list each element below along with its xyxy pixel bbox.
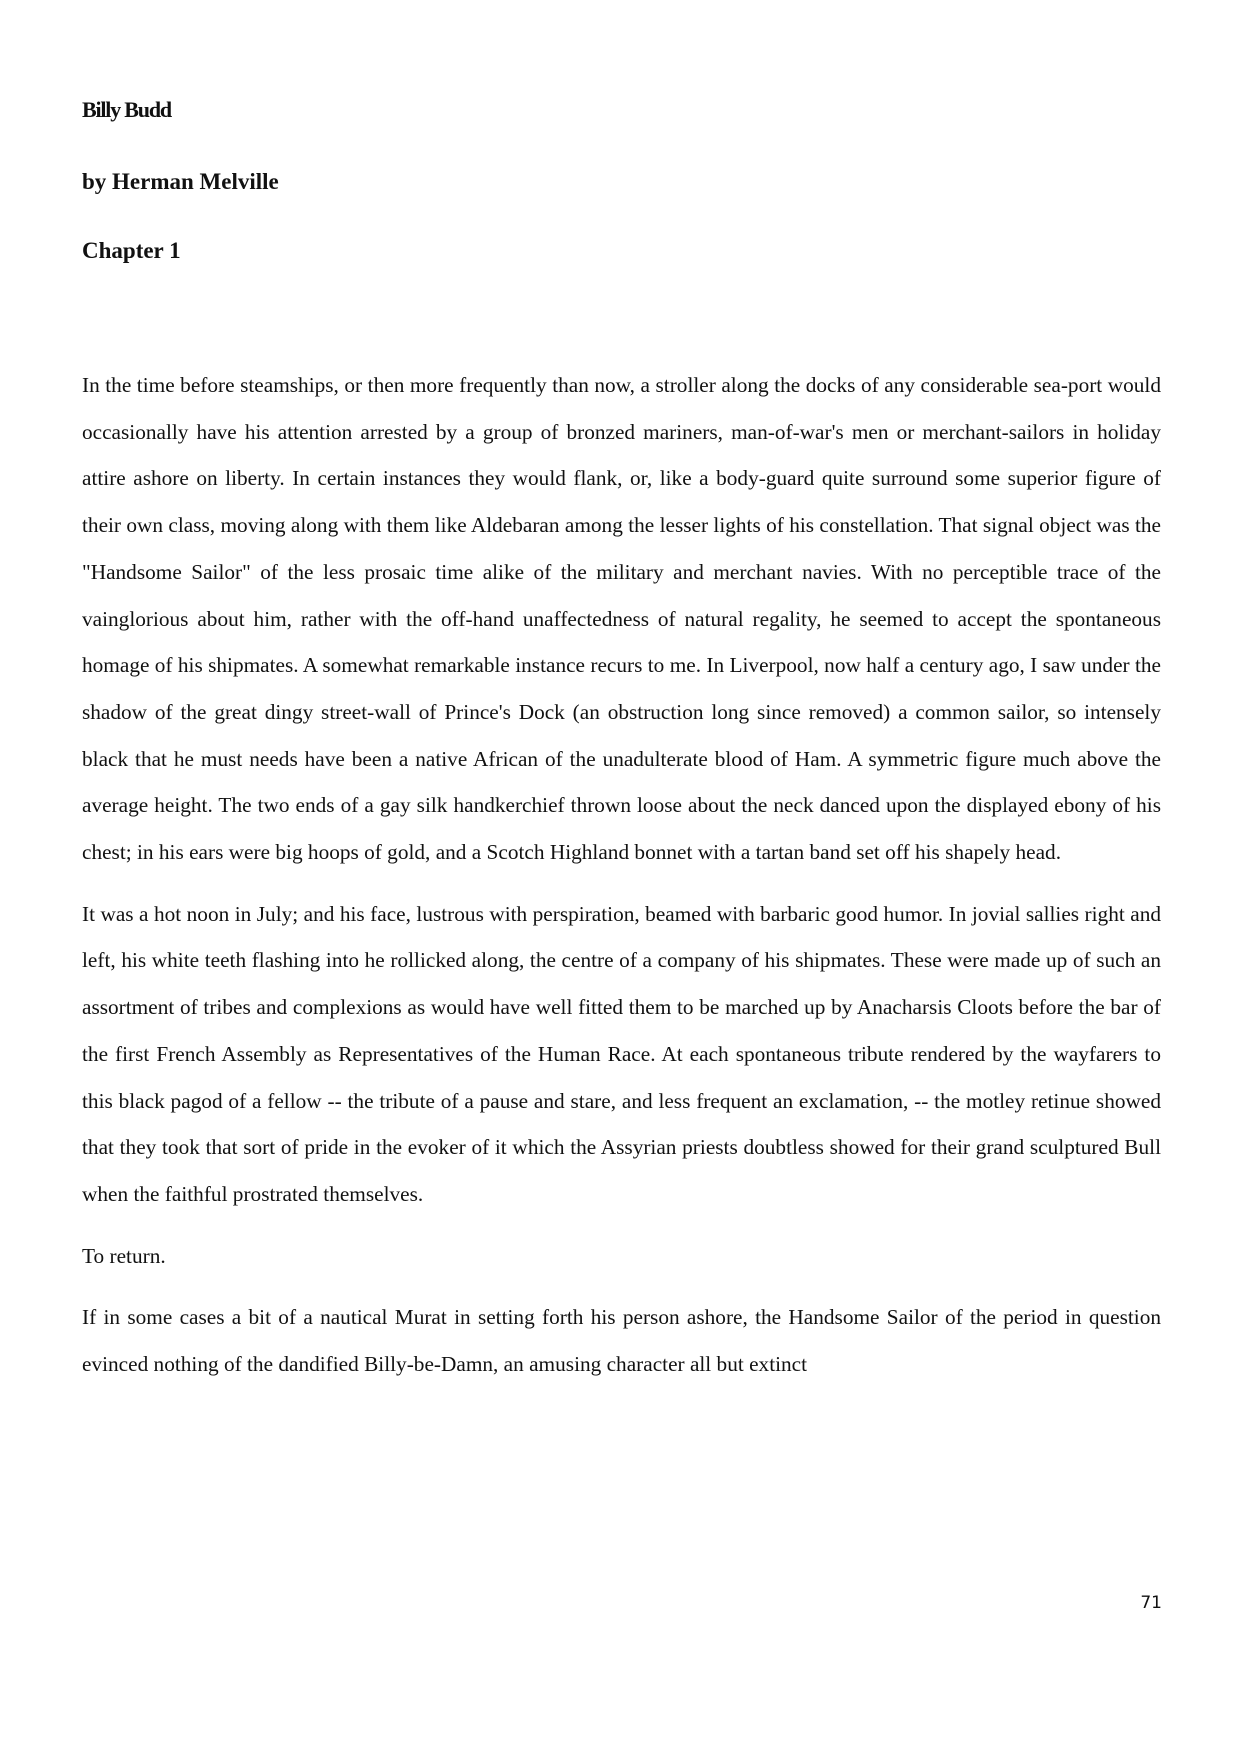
page-number: 71 — [1140, 1593, 1162, 1613]
book-author: by Herman Melville — [82, 169, 279, 194]
book-title: Billy Budd — [82, 97, 171, 122]
paragraph: To return. — [82, 1243, 166, 1268]
paragraph: If in some cases a bit of a nautical Murat in setting forth his person ashore, the Handsome Sailor of the period in question evinced nothing of the dandified Billy-be-Damn, an amusing character all but extinct — [82, 1305, 1161, 1377]
paragraph: In the time before steamships, or then more frequently than now, a stroller along the docks of any considerable sea-port would occasionally have his attention arrested by a group of bronzed mariners, man-of-war's men or merchant-sailors in holiday attire ashore on liberty. In certain instances they would flank, or, like a body-guard quite surround some superior figure of their own class, moving along with them like Aldebaran among the lesser lights of his constellation. That signal object was the "Handsome Sailor" of the less prosaic time alike of the military and merchant navies. With no perceptible trace of the vainglorious about him, rather with the off-hand unaffectedness of natural regality, he seemed to accept the spontaneous homage of his shipmates. A somewhat remarkable instance recurs to me. In Liverpool, now half a century ago, I saw under the shadow of the great dingy street-wall of Prince's Dock (an obstruction long since removed) a common sailor, so intensely black that he must needs have been a native African of the unadulterate blood of Ham. A symmetric figure much above the average height. The two ends of a gay silk handkerchief thrown loose about the neck danced upon the displayed ebony of his chest; in his ears were big hoops of gold, and a Scotch Highland bonnet with a tartan band set off his shapely head. — [82, 373, 1161, 865]
chapter-heading: Chapter 1 — [82, 238, 181, 263]
body-text — [82, 362, 1161, 1403]
paragraph: It was a hot noon in July; and his face, lustrous with perspiration, beamed with barbaric good humor. In jovial sallies right and left, his white teeth flashing into he rollicked along, the centre of a company of his shipmates. These were made up of such an assortment of tribes and complexions as would have well fitted them to be marched up by Anacharsis Cloots before the bar of the first French Assembly as Representatives of the Human Race. At each spontaneous tribute rendered by the wayfarers to this black pagod of a fellow -- the tribute of a pause and stare, and less frequent an exclamation, -- the motley retinue showed that they took that sort of pride in the evoker of it which the Assyrian priests doubtless showed for their grand sculptured Bull when the faithful prostrated themselves. — [82, 901, 1161, 1206]
